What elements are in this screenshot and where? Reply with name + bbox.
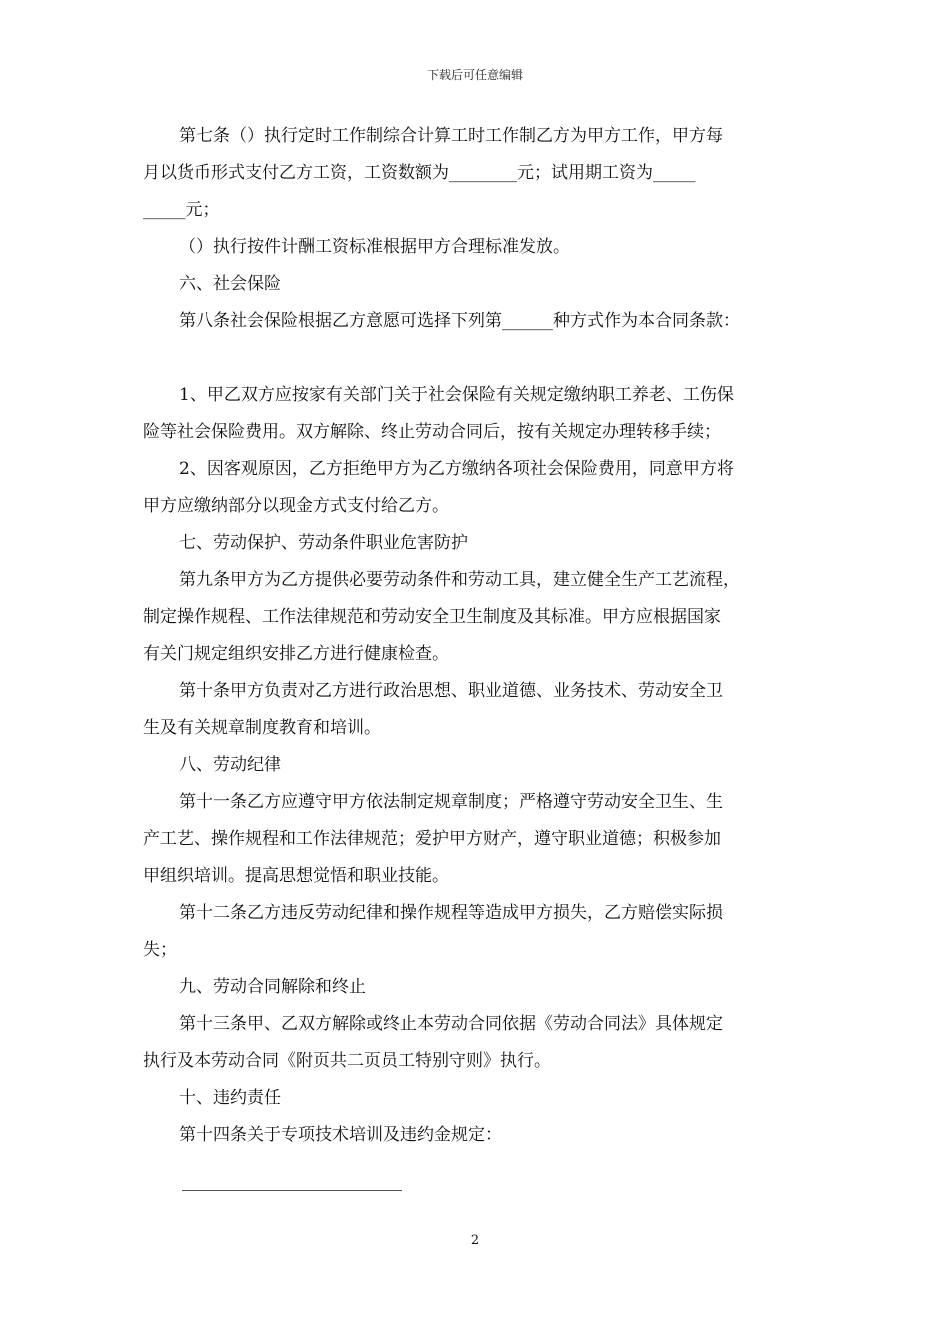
paragraph-line: 险等社会保险费用。双方解除、终止劳动合同后，按有关规定办理转移手续； — [143, 422, 721, 442]
paragraph-line: 第十一条乙方应遵守甲方依法制定规章制度；严格遵守劳动安全卫生、生 — [179, 792, 723, 812]
paragraph-line: 第八条社会保险根据乙方意愿可选择下列第______种方式作为本合同条款： — [179, 311, 740, 331]
paragraph-line: 制定操作规程、工作法律规范和劳动安全卫生制度及其标准。甲方应根据国家 — [143, 607, 721, 627]
section-heading: 十、违约责任 — [179, 1088, 281, 1108]
paragraph-line: 产工艺、操作规程和工作法律规范；爱护甲方财产，遵守职业道德；积极参加 — [143, 829, 721, 849]
paragraph-line: 甲组织培训。提高思想觉悟和职业技能。 — [143, 866, 449, 886]
blank-line — [143, 340, 815, 377]
section-heading: 六、社会保险 — [179, 274, 281, 294]
paragraph-line: 失； — [143, 940, 177, 960]
paragraph-line: 甲方应缴纳部分以现金方式支付给乙方。 — [143, 496, 449, 516]
paragraph-line: 第十三条甲、乙双方解除或终止本劳动合同依据《劳动合同法》具体规定 — [179, 1014, 723, 1034]
section-heading: 八、劳动纪律 — [179, 755, 281, 775]
paragraph-line: 第十二条乙方违反劳动纪律和操作规程等造成甲方损失，乙方赔偿实际损 — [179, 903, 723, 923]
paragraph-line: 有关门规定组织安排乙方进行健康检查。 — [143, 644, 449, 664]
paragraph-line: 第十条甲方负责对乙方进行政治思想、职业道德、业务技术、劳动安全卫 — [179, 681, 723, 701]
page-header: 下载后可任意编辑 — [426, 68, 523, 82]
paragraph-line: _____元； — [143, 200, 220, 220]
paragraph-line: 第七条（）执行定时工作制综合计算工时工作制乙方为甲方工作，甲方每 — [179, 126, 723, 146]
paragraph-line: 2、因客观原因，乙方拒绝甲方为乙方缴纳各项社会保险费用，同意甲方将 — [179, 459, 734, 479]
paragraph-line: 生及有关规章制度教育和培训。 — [143, 718, 381, 738]
paragraph-line: 第九条甲方为乙方提供必要劳动条件和劳动工具，建立健全生产工艺流程， — [179, 570, 740, 590]
footnote-divider — [182, 1190, 402, 1191]
paragraph-line: 执行及本劳动合同《附页共二页员工特别守则》执行。 — [143, 1051, 551, 1071]
paragraph-line: （）执行按件计酬工资标准根据甲方合理标准发放。 — [179, 237, 570, 257]
paragraph-line: 月以货币形式支付乙方工资，工资数额为________元；试用期工资为_____ — [143, 163, 696, 183]
page-number: 2 — [470, 1233, 480, 1248]
paragraph-line: 第十四条关于专项技术培训及违约金规定： — [179, 1125, 502, 1145]
paragraph-line: 1、甲乙双方应按家有关部门关于社会保险有关规定缴纳职工养老、工伤保 — [179, 385, 734, 405]
section-heading: 七、劳动保护、劳动条件职业危害防护 — [179, 533, 468, 553]
section-heading: 九、劳动合同解除和终止 — [179, 977, 366, 997]
document-body — [143, 118, 815, 1154]
